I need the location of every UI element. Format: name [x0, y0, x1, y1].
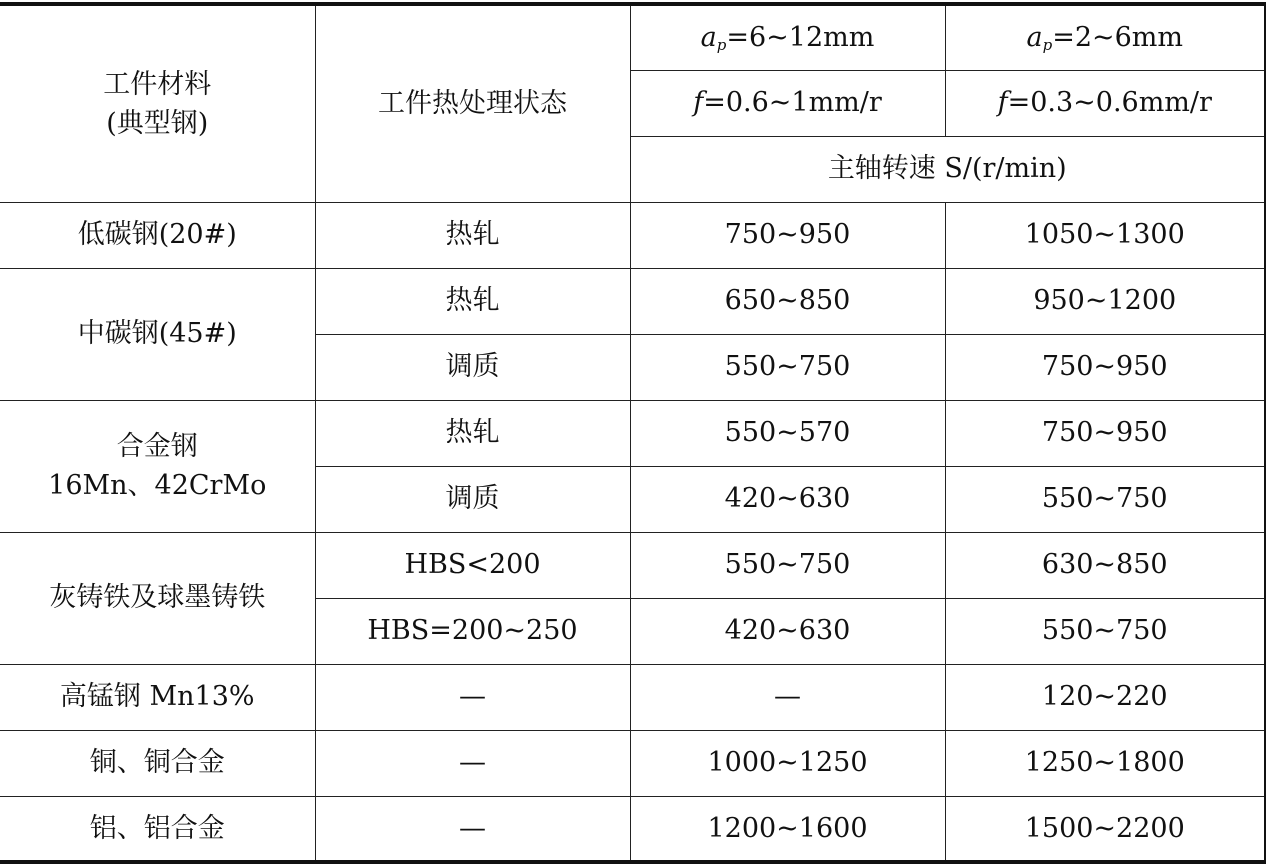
ap-subscript: p: [1042, 36, 1053, 54]
header-material-line1: 工件材料: [103, 68, 212, 100]
header-col1-f: [630, 70, 945, 136]
speed-cell-col1: 420~630: [630, 466, 945, 532]
col2-ap-value: =2~6mm: [1052, 22, 1184, 53]
material-cell: 灰铸铁及球墨铸铁: [0, 532, 315, 664]
table-row-alloy-1: [0, 400, 1265, 466]
f-symbol: f: [997, 87, 1008, 119]
material-cell: 高锰钢 Mn13%: [0, 664, 315, 730]
material-cell: [0, 400, 315, 532]
ap-symbol: a: [1026, 22, 1043, 53]
speed-cell-col2: 1250~1800: [945, 730, 1265, 796]
state-cell: —: [315, 796, 630, 862]
speed-cell-col1: 550~570: [630, 400, 945, 466]
state-cell: 调质: [315, 334, 630, 400]
header-col2-f: [945, 70, 1265, 136]
speed-cell-col2: 750~950: [945, 334, 1265, 400]
speed-cell-col1: 650~850: [630, 268, 945, 334]
header-speed-label: 主轴转速 S/(r/min): [630, 136, 1265, 202]
speed-cell-col1: 420~630: [630, 598, 945, 664]
speed-cell-col2: 950~1200: [945, 268, 1265, 334]
col1-ap-value: =6~12mm: [726, 22, 875, 53]
speed-cell-col2: 550~750: [945, 466, 1265, 532]
alloy-line2: 16Mn、42CrMo: [48, 470, 267, 501]
state-cell: HBS=200~250: [315, 598, 630, 664]
speed-cell-col2: 1500~2200: [945, 796, 1265, 862]
table-row-aluminum: [0, 796, 1265, 862]
speed-cell-col2: 120~220: [945, 664, 1265, 730]
ap-subscript: p: [716, 36, 727, 54]
header-col2-ap: [945, 4, 1265, 70]
state-cell: 热轧: [315, 202, 630, 268]
state-cell: —: [315, 664, 630, 730]
state-cell: 热轧: [315, 400, 630, 466]
state-cell: 调质: [315, 466, 630, 532]
spindle-speed-table: [0, 2, 1266, 864]
table-row-copper: [0, 730, 1265, 796]
col1-f-value: =0.6~1mm/r: [703, 87, 882, 119]
speed-cell-col1: 1000~1250: [630, 730, 945, 796]
speed-cell-col1: 1200~1600: [630, 796, 945, 862]
state-cell: 热轧: [315, 268, 630, 334]
header-row-ap: [0, 4, 1265, 70]
material-cell: 中碳钢(45#): [0, 268, 315, 400]
speed-cell-col1: 550~750: [630, 334, 945, 400]
speed-cell-col2: 550~750: [945, 598, 1265, 664]
state-cell: —: [315, 730, 630, 796]
speed-cell-col2: 630~850: [945, 532, 1265, 598]
material-cell: 低碳钢(20#): [0, 202, 315, 268]
speed-cell-col2: 750~950: [945, 400, 1265, 466]
col2-f-value: =0.3~0.6mm/r: [1007, 87, 1212, 119]
speed-cell-col1: —: [630, 664, 945, 730]
header-heat-state: 工件热处理状态: [315, 4, 630, 202]
speed-cell-col1: 750~950: [630, 202, 945, 268]
f-symbol: f: [693, 87, 704, 119]
table-row-mid-carbon-1: [0, 268, 1265, 334]
state-cell: HBS<200: [315, 532, 630, 598]
header-material-line2: (典型钢): [106, 107, 209, 139]
material-cell: 铜、铜合金: [0, 730, 315, 796]
header-material: [0, 4, 315, 202]
table-row-cast-iron-1: [0, 532, 1265, 598]
header-col1-ap: [630, 4, 945, 70]
speed-cell-col2: 1050~1300: [945, 202, 1265, 268]
table-row-manganese: [0, 664, 1265, 730]
table-row-low-carbon: [0, 202, 1265, 268]
ap-symbol: a: [700, 22, 717, 53]
alloy-line1: 合金钢: [116, 430, 198, 462]
material-cell: 铝、铝合金: [0, 796, 315, 862]
speed-cell-col1: 550~750: [630, 532, 945, 598]
